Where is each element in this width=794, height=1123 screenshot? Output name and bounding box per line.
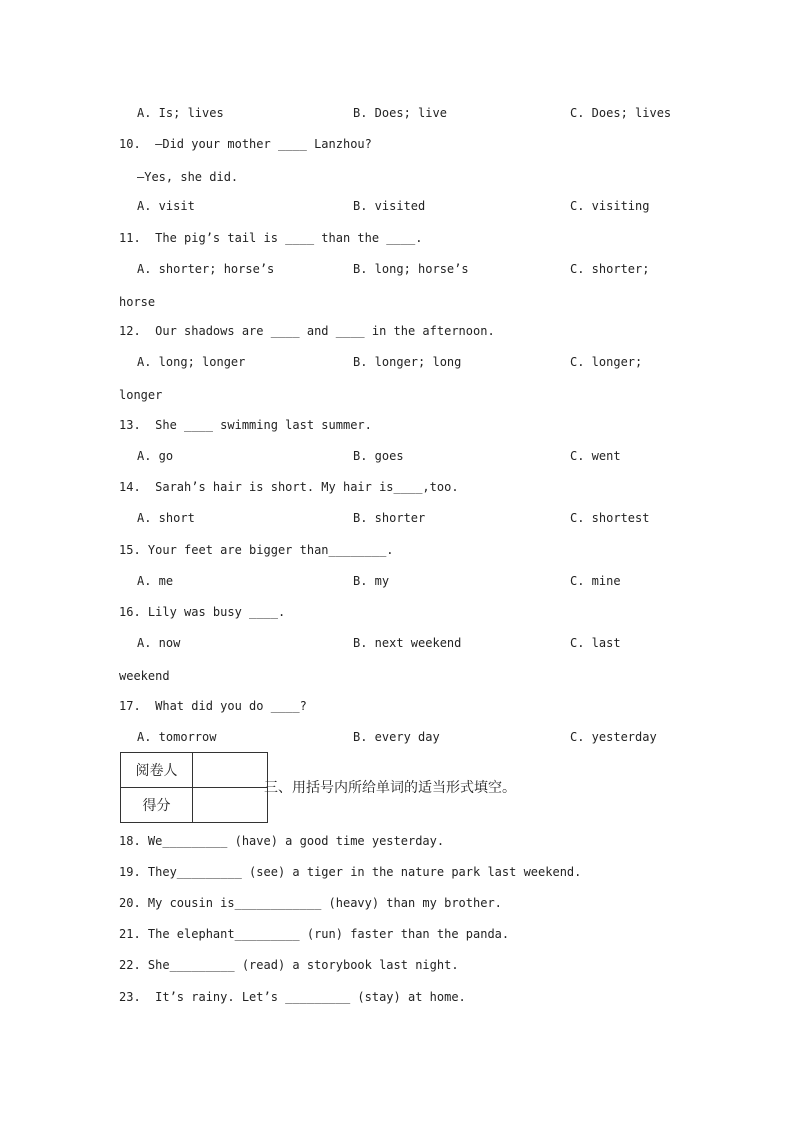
q9-option-a: A. Is; lives (137, 106, 224, 120)
score-label: 得分 (121, 788, 193, 823)
q11-option-c-wrap: horse (119, 295, 156, 309)
q10-option-a: A. visit (137, 199, 195, 213)
q13-stem: 13. She ____ swimming last summer. (119, 418, 372, 432)
q12-option-a: A. long; longer (137, 355, 246, 369)
score-cell (193, 788, 268, 823)
q11-option-c: C. shorter; (570, 262, 650, 276)
q19: 19. They_________ (see) a tiger in the nature park last weekend. (119, 865, 582, 879)
q14-option-a: A. short (137, 511, 195, 525)
q16-option-b: B. next weekend (353, 636, 462, 650)
q15-option-c: C. mine (570, 574, 621, 588)
q23: 23. It’s rainy. Let’s _________ (stay) at home. (119, 990, 466, 1004)
q14-option-b: B. shorter (353, 511, 426, 525)
q17-option-a: A. tomorrow (137, 730, 217, 744)
q16-option-c: C. last (570, 636, 621, 650)
q20: 20. My cousin is____________ (heavy) than my brother. (119, 896, 502, 910)
q14-stem: 14. Sarah’s hair is short. My hair is____,too. (119, 480, 459, 494)
q17-option-b: B. every day (353, 730, 440, 744)
q13-option-c: C. went (570, 449, 621, 463)
q17-stem: 17. What did you do ____? (119, 699, 307, 713)
q12-option-b: B. longer; long (353, 355, 462, 369)
q22: 22. She_________ (read) a storybook last night. (119, 958, 459, 972)
q21: 21. The elephant_________ (run) faster than the panda. (119, 927, 510, 941)
q16-stem: 16. Lily was busy ____. (119, 605, 286, 619)
q14-option-c: C. shortest (570, 511, 650, 525)
q11-stem: 11. The pig’s tail is ____ than the ____. (119, 231, 423, 245)
q9-option-b: B. Does; live (353, 106, 447, 120)
q11-option-a: A. shorter; horse’s (137, 262, 275, 276)
q18: 18. We_________ (have) a good time yesterday. (119, 834, 445, 848)
q15-stem: 15. Your feet are bigger than________. (119, 543, 394, 557)
reviewer-label: 阅卷人 (121, 753, 193, 788)
section-3-title: 三、用括号内所给单词的适当形式填空。 (264, 780, 516, 796)
q10-option-b: B. visited (353, 199, 426, 213)
q11-option-b: B. long; horse’s (353, 262, 469, 276)
score-table (120, 752, 268, 823)
q10-reply: —Yes, she did. (137, 170, 239, 184)
reviewer-cell (193, 753, 268, 788)
q16-option-a: A. now (137, 636, 181, 650)
q12-option-c-wrap: longer (119, 388, 163, 402)
q15-option-b: B. my (353, 574, 390, 588)
q15-option-a: A. me (137, 574, 174, 588)
q16-option-c-wrap: weekend (119, 669, 170, 683)
q12-stem: 12. Our shadows are ____ and ____ in the afternoon. (119, 324, 495, 338)
q17-option-c: C. yesterday (570, 730, 657, 744)
q9-option-c: C. Does; lives (570, 106, 672, 120)
q10-stem: 10. —Did your mother ____ Lanzhou? (119, 137, 372, 151)
q13-option-b: B. goes (353, 449, 404, 463)
q13-option-a: A. go (137, 449, 174, 463)
q10-option-c: C. visiting (570, 199, 650, 213)
q12-option-c: C. longer; (570, 355, 643, 369)
